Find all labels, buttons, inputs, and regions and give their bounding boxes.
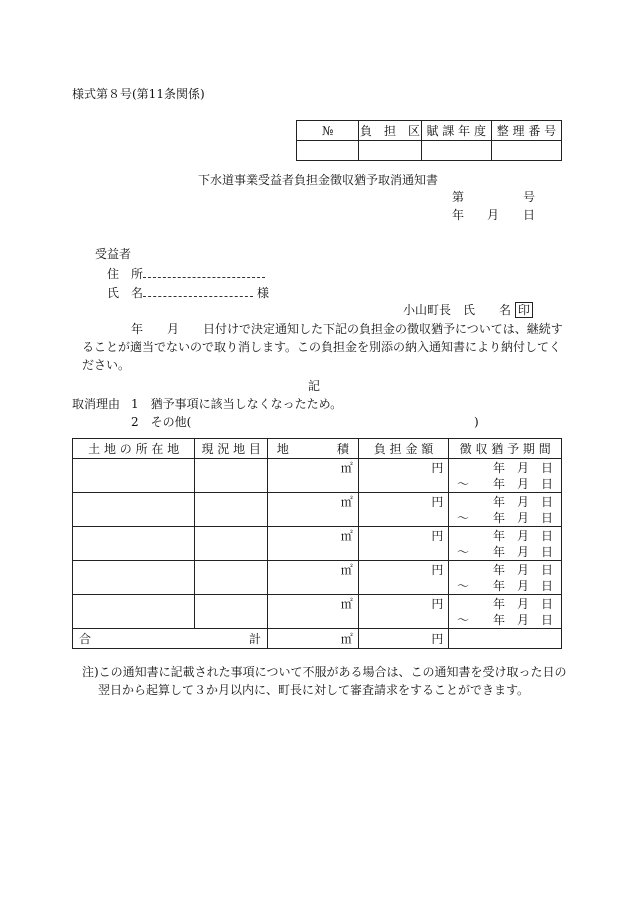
issuer-title: 小山町長 氏 名	[403, 303, 512, 317]
recipient-label: 受益者	[95, 247, 132, 261]
table-row	[73, 595, 562, 629]
name-label: 氏 名	[107, 286, 144, 300]
footnote-line-1: 注)この通知書に記載された事項について不服がある場合は、この通知書を受け取った日の	[82, 665, 567, 679]
location-cell	[73, 493, 195, 527]
col-area: 地 積	[267, 439, 358, 459]
area-cell	[267, 595, 358, 629]
reason-item-2: 2 その他(	[131, 415, 192, 429]
doc-number-prefix: 第	[452, 190, 465, 204]
land-type-cell	[195, 595, 268, 629]
total-label-right: 計	[248, 632, 261, 646]
reasons-label: 取消理由	[72, 397, 121, 411]
total-area-cell	[267, 629, 358, 649]
period-start: 年 月 日	[492, 528, 553, 543]
amount-unit: 円	[431, 529, 444, 543]
table-row	[73, 561, 562, 595]
period-start: 年 月 日	[492, 596, 553, 611]
doc-number-suffix: 号	[523, 190, 536, 204]
header-table	[296, 120, 562, 161]
amount-cell	[358, 459, 449, 493]
location-cell	[73, 595, 195, 629]
amount-unit: 円	[431, 632, 444, 646]
table-row	[73, 459, 562, 493]
col-period: 徴 収 猶 予 期 間	[449, 439, 562, 459]
area-unit: ㎡	[340, 563, 353, 577]
reason-item-2-close: )	[474, 415, 479, 429]
main-table	[72, 438, 562, 649]
period-end: 〜 年 月 日	[456, 510, 553, 525]
table-row	[73, 493, 562, 527]
body-line-1: 年 月 日付けで決定通知した下記の負担金の徴収猶予については、継続す	[131, 322, 563, 336]
honorific: 様	[257, 286, 270, 300]
land-type-cell	[195, 527, 268, 561]
header-col-area: 負 担 区	[359, 121, 421, 141]
document-title: 下水道事業受益者負担金徴収猶予取消通知書	[198, 173, 439, 187]
period-start: 年 月 日	[492, 494, 553, 509]
period-cell	[449, 595, 562, 629]
header-value-area	[359, 141, 421, 161]
land-type-cell	[195, 459, 268, 493]
land-type-cell	[195, 561, 268, 595]
total-label-left: 合	[79, 632, 92, 646]
period-cell	[449, 527, 562, 561]
period-end: 〜 年 月 日	[456, 544, 553, 559]
area-unit: ㎡	[340, 632, 353, 646]
area-cell	[267, 493, 358, 527]
date-month: 月	[487, 208, 500, 222]
area-cell	[267, 459, 358, 493]
land-type-cell	[195, 493, 268, 527]
header-value-no	[297, 141, 359, 161]
header-col-year: 賦 課 年 度	[421, 121, 491, 141]
header-col-no: №	[297, 121, 359, 141]
header-value-ref	[491, 141, 561, 161]
location-cell	[73, 459, 195, 493]
header-value-year	[421, 141, 491, 161]
address-label: 住 所	[107, 267, 144, 281]
body-line-3: ださい。	[82, 358, 131, 372]
period-end: 〜 年 月 日	[456, 578, 553, 593]
total-period-cell	[449, 629, 562, 649]
period-start: 年 月 日	[492, 460, 553, 475]
amount-unit: 円	[431, 461, 444, 475]
period-end: 〜 年 月 日	[456, 612, 553, 627]
name-line	[143, 284, 253, 297]
date-year: 年	[452, 208, 465, 222]
body-line-2: ることが適当でないので取り消します。この負担金を別添の納入通知書により納付してく	[82, 340, 562, 354]
address-line	[143, 265, 265, 278]
area-unit: ㎡	[340, 495, 353, 509]
issuer	[403, 303, 533, 317]
area-cell	[267, 561, 358, 595]
total-label-cell	[73, 629, 268, 649]
col-land-type: 現 況 地 目	[195, 439, 268, 459]
total-amount-cell	[358, 629, 449, 649]
name-row	[107, 284, 269, 300]
reason-item-1: 1 猶予事項に該当しなくなったため。	[131, 397, 343, 411]
date-day: 日	[523, 208, 536, 222]
location-cell	[73, 561, 195, 595]
period-end: 〜 年 月 日	[456, 476, 553, 491]
area-unit: ㎡	[340, 461, 353, 475]
form-number: 様式第８号(第11条関係)	[72, 87, 205, 101]
ki-heading: 記	[308, 379, 321, 393]
location-cell	[73, 527, 195, 561]
amount-cell	[358, 561, 449, 595]
table-row	[73, 527, 562, 561]
period-cell	[449, 493, 562, 527]
address-row	[107, 265, 265, 281]
col-location: 土 地 の 所 在 地	[73, 439, 195, 459]
area-unit: ㎡	[340, 597, 353, 611]
area-unit: ㎡	[340, 529, 353, 543]
amount-unit: 円	[431, 597, 444, 611]
col-amount: 負 担 金 額	[358, 439, 449, 459]
amount-cell	[358, 527, 449, 561]
amount-unit: 円	[431, 495, 444, 509]
amount-cell	[358, 493, 449, 527]
footnote-line-2: 翌日から起算して３か月以内に、町長に対して審査請求をすることができます。	[98, 683, 530, 697]
total-row	[73, 629, 562, 649]
period-cell	[449, 561, 562, 595]
amount-cell	[358, 595, 449, 629]
period-cell	[449, 459, 562, 493]
header-col-ref: 整 理 番 号	[491, 121, 561, 141]
area-cell	[267, 527, 358, 561]
seal-box: 印	[515, 302, 533, 318]
period-start: 年 月 日	[492, 562, 553, 577]
amount-unit: 円	[431, 563, 444, 577]
